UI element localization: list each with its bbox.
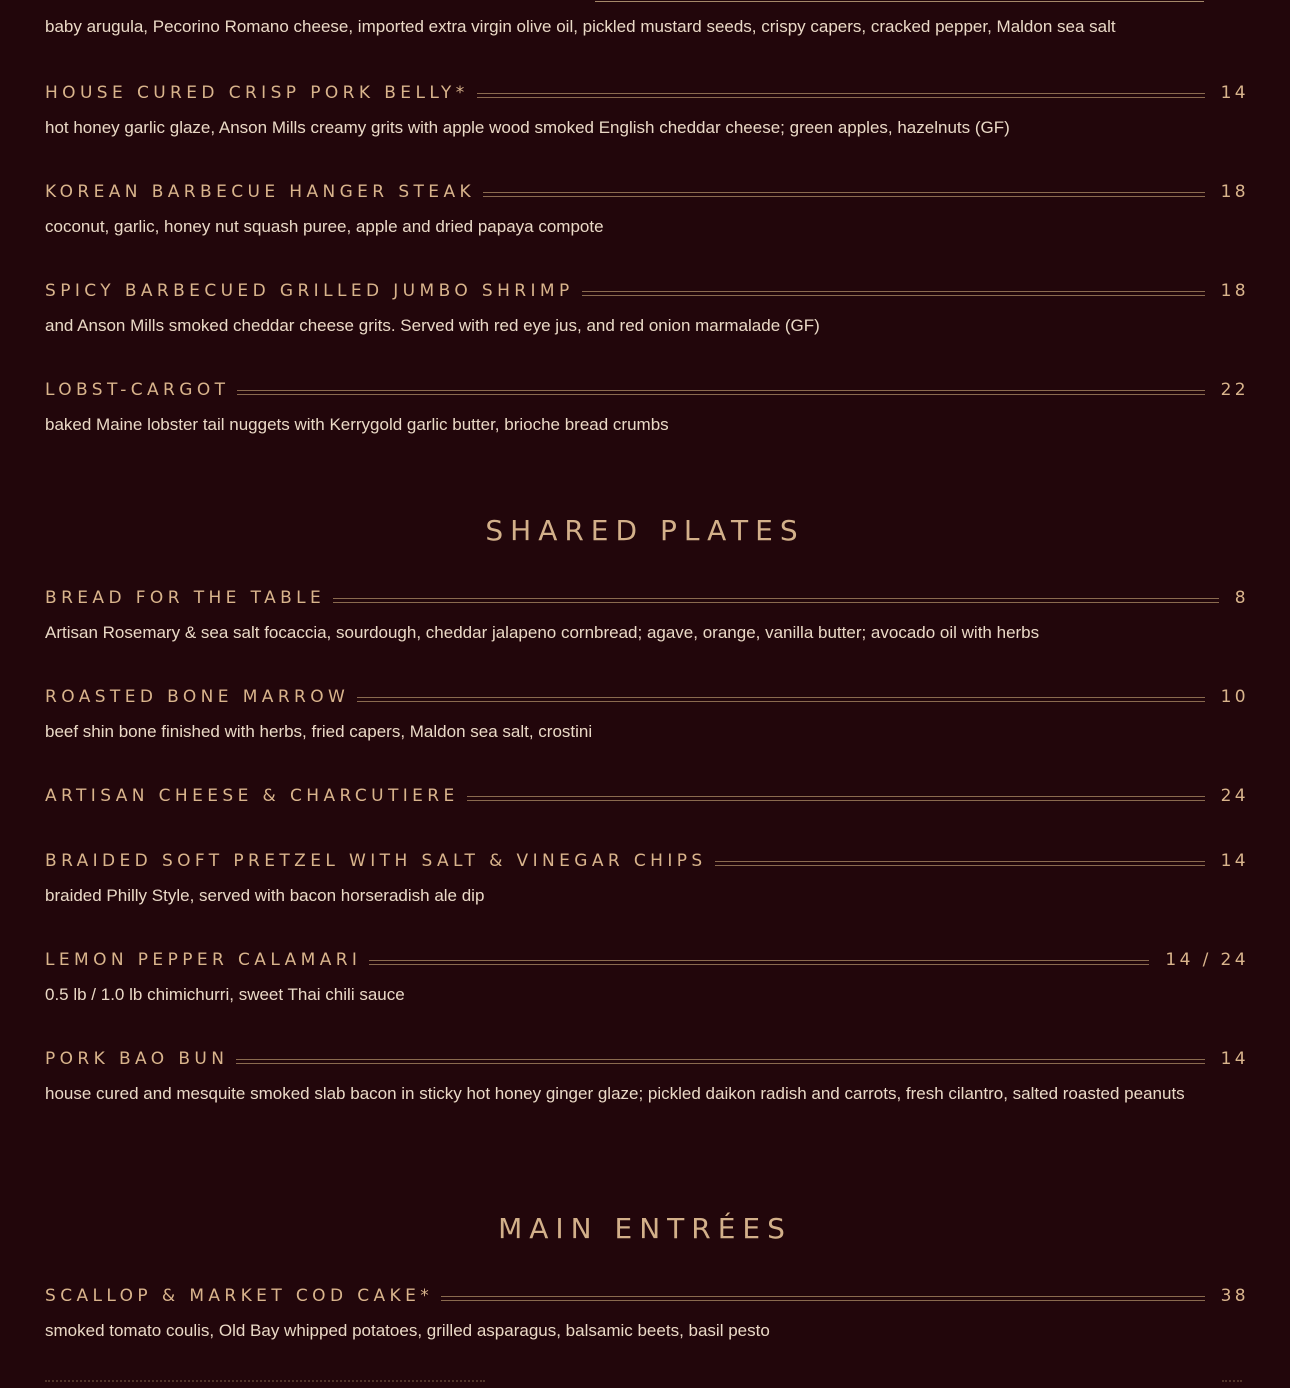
item-name: SCALLOP & MARKET COD CAKE* — [45, 1286, 434, 1306]
item-name: KOREAN BARBECUE HANGER STEAK — [45, 182, 476, 202]
menu-item — [45, 279, 1249, 340]
menu-item — [45, 849, 1249, 910]
menu-item — [45, 586, 1249, 647]
item-name: LEMON PEPPER CALAMARI — [45, 950, 362, 970]
menu-item — [45, 784, 1249, 808]
cut-off-item-price — [1222, 1380, 1242, 1388]
menu-item — [45, 1284, 1249, 1345]
leader-line — [237, 390, 1204, 395]
item-price: 10 — [1220, 687, 1249, 707]
item-price: 24 — [1220, 786, 1249, 806]
menu-item — [45, 378, 1249, 439]
leader-line — [236, 1059, 1204, 1064]
section-title-main-entrees: MAIN ENTRÉES — [498, 1212, 792, 1245]
item-description: baby arugula, Pecorino Romano cheese, imported extra virgin olive oil, pickled mustard seeds, crispy capers, cracked pepper, Maldon sea salt — [45, 17, 1116, 36]
item-name: BRAIDED SOFT PRETZEL WITH SALT & VINEGAR CHIPS — [45, 851, 707, 871]
item-description: hot honey garlic glaze, Anson Mills creamy grits with apple wood smoked English cheddar cheese; green apples, hazelnuts (GF) — [45, 118, 1010, 137]
item-price: 18 — [1220, 182, 1249, 202]
menu-item — [45, 1047, 1249, 1108]
section-title-shared-plates: SHARED PLATES — [485, 514, 805, 547]
item-description: braided Philly Style, served with bacon horseradish ale dip — [45, 886, 485, 905]
menu-item — [45, 180, 1249, 241]
leader-line — [369, 960, 1149, 965]
leader-line — [357, 697, 1204, 702]
item-name: SPICY BARBECUED GRILLED JUMBO SHRIMP — [45, 281, 574, 301]
item-price: 14 — [1220, 83, 1249, 103]
item-name: HOUSE CURED CRISP PORK BELLY* — [45, 83, 469, 103]
item-description: beef shin bone finished with herbs, fried capers, Maldon sea salt, crostini — [45, 722, 593, 741]
leader-line — [477, 93, 1205, 98]
leader-line — [333, 598, 1219, 603]
leader-line — [467, 796, 1205, 801]
menu-item — [45, 948, 1249, 1009]
item-name: LOBST-CARGOT — [45, 380, 230, 400]
item-price: 14 / 24 — [1165, 950, 1249, 970]
item-description: baked Maine lobster tail nuggets with Kerrygold garlic butter, brioche bread crumbs — [45, 415, 669, 434]
item-price: 14 — [1220, 1049, 1249, 1069]
item-price: 38 — [1220, 1286, 1249, 1306]
item-description: smoked tomato coulis, Old Bay whipped potatoes, grilled asparagus, balsamic beets, basil pesto — [45, 1321, 770, 1340]
leader-line — [715, 861, 1205, 866]
leader-line — [441, 1296, 1204, 1301]
item-name: PORK BAO BUN — [45, 1049, 229, 1069]
item-name: BREAD FOR THE TABLE — [45, 588, 326, 608]
item-description: house cured and mesquite smoked slab bacon in sticky hot honey ginger glaze; pickled daikon radish and carrots, fresh cilantro, salted roasted peanuts — [45, 1084, 1185, 1103]
leader-line — [582, 291, 1205, 296]
item-price: 22 — [1220, 380, 1249, 400]
item-name: ROASTED BONE MARROW — [45, 687, 350, 707]
item-name: ARTISAN CHEESE & CHARCUTIERE — [45, 786, 459, 806]
leader-line — [595, 0, 1204, 2]
item-price: 8 — [1234, 588, 1249, 608]
item-price: 14 — [1220, 851, 1249, 871]
item-description: Artisan Rosemary & sea salt focaccia, sourdough, cheddar jalapeno cornbread; agave, orange, vanilla butter; avocado oil with herbs — [45, 623, 1040, 642]
item-description: coconut, garlic, honey nut squash puree, apple and dried papaya compote — [45, 217, 604, 236]
item-description: and Anson Mills smoked cheddar cheese grits. Served with red eye jus, and red onion marmalade (GF) — [45, 316, 820, 335]
menu-item — [45, 81, 1249, 142]
cut-off-item-head — [45, 0, 1246, 2]
menu-item — [45, 685, 1249, 746]
menu-item-partial — [45, 12, 1246, 41]
item-price: 18 — [1220, 281, 1249, 301]
item-description: 0.5 lb / 1.0 lb chimichurri, sweet Thai chili sauce — [45, 985, 405, 1004]
cut-off-item-name — [45, 1380, 485, 1388]
leader-line — [483, 192, 1205, 197]
